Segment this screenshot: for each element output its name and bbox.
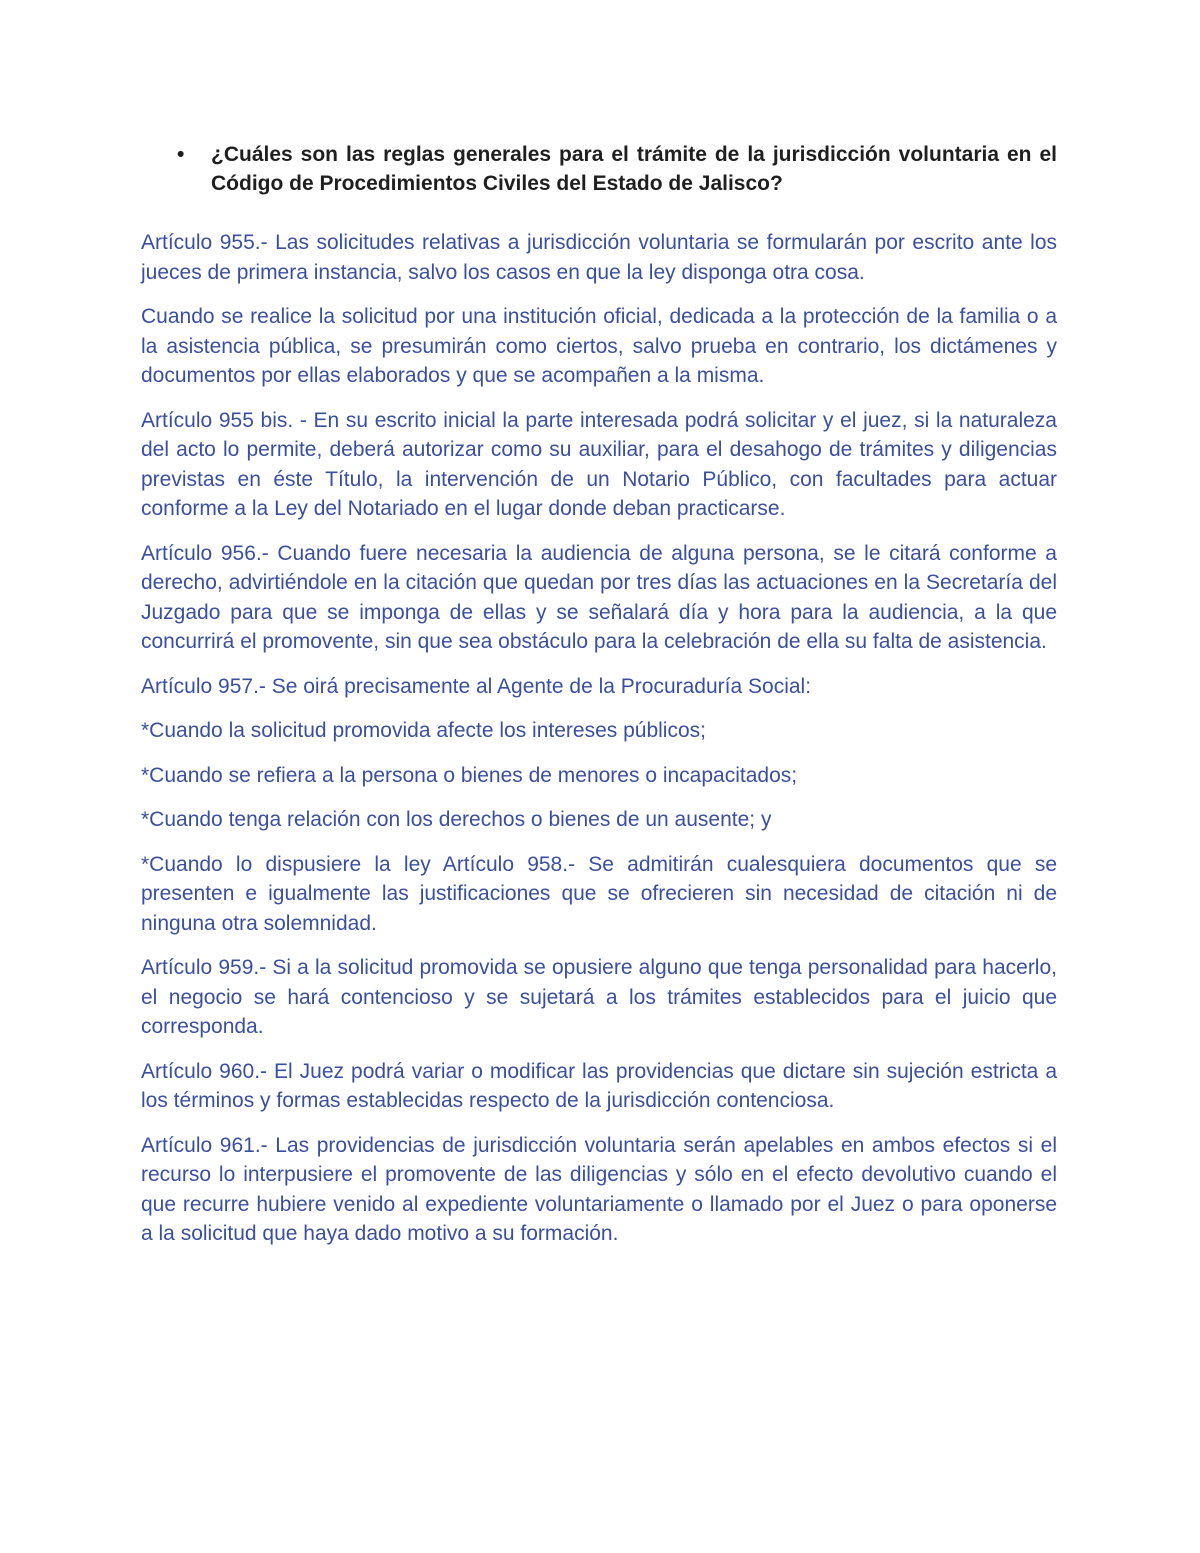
paragraph-article-958: *Cuando lo dispusiere la ley Artículo 958.- Se admitirán cualesquiera documentos que se presenten e igualmente las justificaciones que se ofrecieren sin necesidad de citación ni de ninguna otra solemnidad. [141, 852, 1057, 935]
paragraph-article-957: Artículo 957.- Se oirá precisamente al Agente de la Procuraduría Social: [141, 674, 812, 698]
paragraph-article-956: Artículo 956.- Cuando fuere necesaria la audiencia de alguna persona, se le citará conforme a derecho, advirtiéndole en la citación que quedan por tres días las actuaciones en la Secretaría del Juzgado para que se imponga de ellas y se señalará día y hora para la audiencia, a la que concurrirá el promovente, sin que sea obstáculo para la celebración de ella su falta de asistencia. [141, 541, 1057, 653]
list-item-public-interest: *Cuando la solicitud promovida afecte los intereses públicos; [141, 719, 706, 742]
paragraph-article-960: Artículo 960.- El Juez podrá variar o modificar las providencias que dictare sin sujeción estricta a los términos y formas establecidas respecto de la jurisdicción contenciosa. [141, 1059, 1057, 1112]
question-text: ¿Cuáles son las reglas generales para el trámite de la jurisdicción voluntaria en el Código de Procedimientos Civiles del Estado de Jalisco? [211, 143, 1057, 195]
list-item-absent: *Cuando tenga relación con los derechos o bienes de un ausente; y [141, 808, 772, 831]
question-heading [141, 140, 1057, 198]
paragraph-article-961: Artículo 961.- Las providencias de jurisdicción voluntaria serán apelables en ambos efectos si el recurso lo interpusiere el promovente de las diligencias y sólo en el efecto devolutivo cuando el que recurre hubiere venido al expediente voluntariamente o llamado por el Juez o para oponerse a la solicitud que haya dado motivo a su formación. [141, 1133, 1057, 1245]
paragraph-article-955-bis: Artículo 955 bis. - En su escrito inicial la parte interesada podrá solicitar y el juez, si la naturaleza del acto lo permite, deberá autorizar como su auxiliar, para el desahogo de trámites y diligencias previstas en éste Título, la intervención de un Notario Público, con facultades para actuar conforme a la Ley del Notariado en el lugar donde deban practicarse. [141, 408, 1057, 520]
paragraph-institution: Cuando se realice la solicitud por una institución oficial, dedicada a la protección de la familia o a la asistencia pública, se presumirán como ciertos, salvo prueba en contrario, los dictámenes y documentos por ellas elaborados y que se acompañen a la misma. [141, 305, 1057, 387]
bullet-icon: • [177, 143, 185, 166]
list-item-minors: *Cuando se refiera a la persona o bienes de menores o incapacitados; [141, 763, 798, 787]
paragraph-article-955: Artículo 955.- Las solicitudes relativas a jurisdicción voluntaria se formularán por escrito ante los jueces de primera instancia, salvo los casos en que la ley disponga otra cosa. [141, 231, 1057, 284]
paragraph-article-959: Artículo 959.- Si a la solicitud promovida se opusiere alguno que tenga personalidad para hacerlo, el negocio se hará contencioso y se sujetará a los trámites establecidos para el juicio que corresponda. [141, 956, 1057, 1038]
document-page [141, 140, 1057, 1264]
